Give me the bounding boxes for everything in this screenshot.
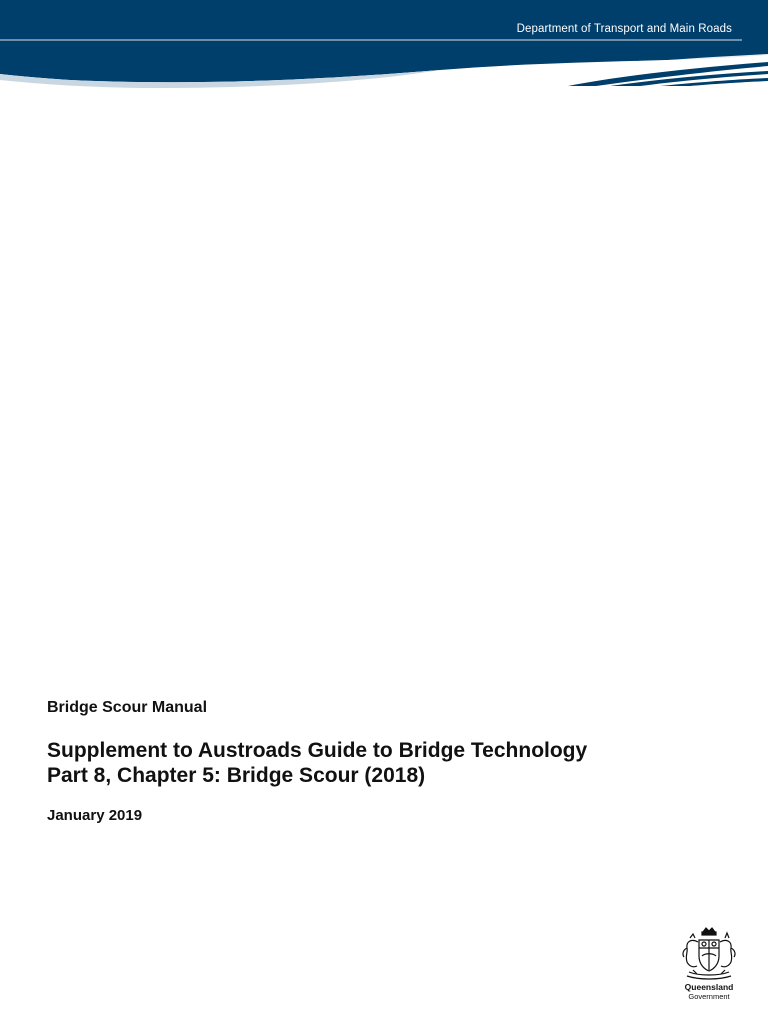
publication-date: January 2019: [47, 807, 143, 824]
header-banner: [0, 0, 768, 92]
main-title: [47, 738, 727, 788]
main-title-line-1: Supplement to Austroads Guide to Bridge Technology: [47, 739, 588, 762]
queensland-crest-icon: [679, 926, 739, 982]
series-title: Bridge Scour Manual: [47, 699, 208, 716]
queensland-wordmark: [674, 983, 744, 1001]
main-title-line-2: Part 8, Chapter 5: Bridge Scour (2018): [47, 764, 426, 787]
header-wave-graphic: [0, 0, 768, 92]
wordmark-queensland: Queensland: [684, 982, 734, 992]
wordmark-government: Government: [688, 992, 730, 1001]
queensland-government-logo: [674, 926, 744, 1002]
department-name: Department of Transport and Main Roads: [516, 23, 732, 35]
document-title-block: [47, 698, 727, 825]
